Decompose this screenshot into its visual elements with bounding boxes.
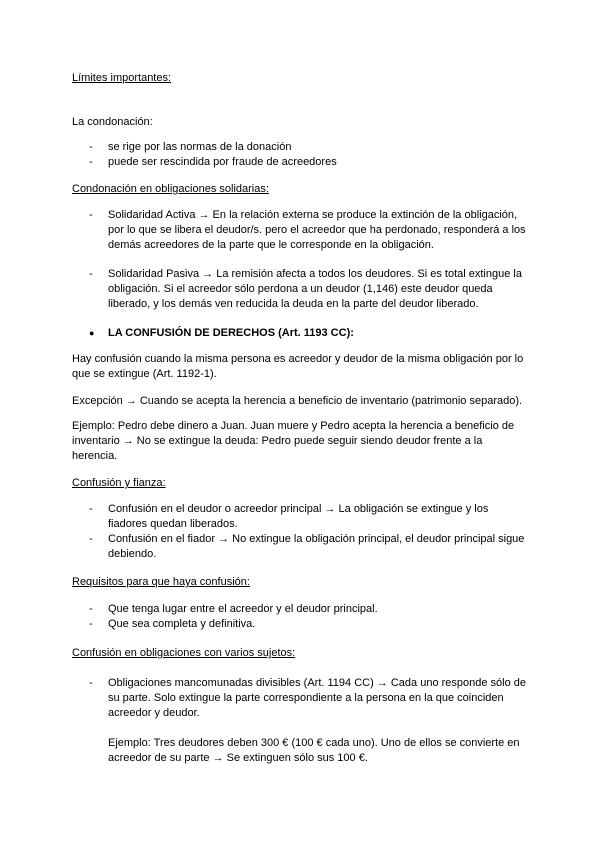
condonacion-intro: La condonación: — [72, 116, 153, 128]
fianza-title: Confusión y fianza: — [72, 477, 166, 489]
varios-title: Confusión en obligaciones con varios sujetos: — [72, 647, 296, 659]
list-item-text: Solidaridad Activa → En la relación externa se produce la extinción de la obligación, por lo que se libera el deudor/s. pero el acreedor que ha perdonado, responderá a los demás acreedores de la parte que le corresponde en la obligación. — [108, 209, 526, 251]
list-item-text: Solidaridad Pasiva → La remisión afecta a todos los deudores. Si es total extingue la obligación. Si el acreedor sólo perdona a un deudor (1,146) este deudor queda liberado, y los demás ven reducida la deuda en la parte del deudor liberado. — [108, 268, 522, 310]
bullet-marker: ● — [89, 328, 95, 338]
dash-marker: - — [89, 141, 93, 153]
requisitos-title: Requisitos para que haya confusión: — [72, 576, 250, 588]
example-text: Ejemplo: Tres deudores deben 300 € (100 € cada uno). Uno de ellos se convierte en acreedor de su parte → Se extinguen sólo sus 100 €. — [108, 737, 520, 764]
dash-marker: - — [89, 156, 93, 168]
list-item-text: Confusión en el deudor o acreedor principal → La obligación se extingue y los fiadores quedan liberados. — [108, 503, 489, 530]
list-item-text: puede ser rescindida por fraude de acreedores — [108, 156, 337, 168]
dash-marker: - — [89, 209, 93, 221]
ejemplo-paragraph: Ejemplo: Pedro debe dinero a Juan. Juan muere y Pedro acepta la herencia a beneficio de inventario → No se extingue la deuda: Pedro puede seguir siendo deudor frente a la herencia. — [72, 420, 515, 462]
list-item-text: se rige por las normas de la donación — [108, 141, 292, 153]
dash-marker: - — [89, 618, 93, 630]
dash-marker: - — [89, 268, 93, 280]
confusion-paragraph: Hay confusión cuando la misma persona es acreedor y deudor de la misma obligación por lo que se extingue (Art. 1192-1). — [72, 353, 524, 380]
dash-marker: - — [89, 503, 93, 515]
dash-marker: - — [89, 533, 93, 545]
list-item-text: Obligaciones mancomunadas divisibles (Art. 1194 CC) → Cada uno responde sólo de su parte. Solo extingue la parte correspondiente a la persona en la que coinciden acreedor y deudor. — [108, 677, 527, 719]
solidarias-title: Condonación en obligaciones solidarias: — [72, 183, 269, 195]
list-item-text: Confusión en el fiador → No extingue la obligación principal, el deudor principal sigue debiendo. — [108, 533, 525, 560]
excepcion-paragraph: Excepción → Cuando se acepta la herencia a beneficio de inventario (patrimonio separado). — [72, 395, 523, 407]
list-item-text: Que sea completa y definitiva. — [108, 618, 256, 630]
list-item-text: Que tenga lugar entre el acreedor y el deudor principal. — [108, 603, 378, 615]
dash-marker: - — [89, 603, 93, 615]
dash-marker: - — [89, 677, 93, 689]
limites-title: Límites importantes: — [72, 72, 172, 84]
confusion-heading-text: LA CONFUSIÓN DE DERECHOS (Art. 1193 CC): — [108, 327, 354, 339]
